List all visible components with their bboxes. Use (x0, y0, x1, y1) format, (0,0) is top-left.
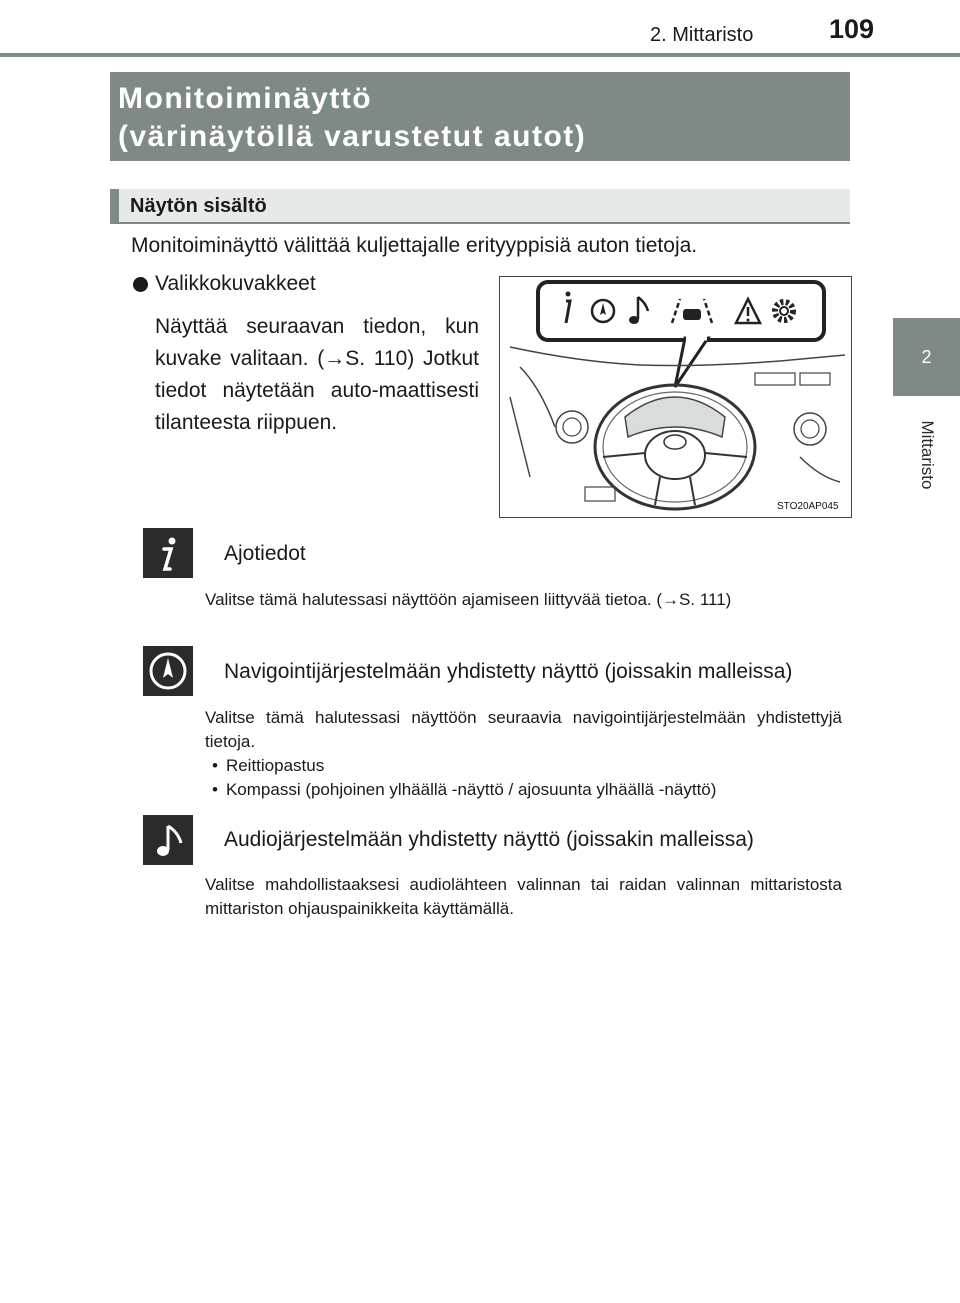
item-title: Navigointijärjestelmään yhdistetty näyttö (joissakin malleissa) (224, 660, 793, 683)
list-item: • Reittiopastus (212, 754, 716, 778)
section-header: 2. Mittaristo (650, 24, 754, 46)
chapter-tab: 2 (893, 318, 960, 396)
dashboard-illustration (499, 276, 852, 518)
bullet-heading: Valikkokuvakkeet (155, 272, 316, 295)
navigation-icon (143, 646, 193, 696)
page-title-line-1: Monitoiminäyttö (118, 82, 373, 115)
dashboard-drawing (500, 277, 851, 517)
item-title: Ajotiedot (224, 542, 306, 565)
item-description: Valitse mahdollistaaksesi audiolähteen valinnan tai raidan valinnan mittaristosta mittariston ohjauspainikkeita käyttämällä. (205, 875, 842, 918)
bullet-body: Näyttää seuraavan tiedon, kun kuvake valitaan. (→S. 110) Jotkut tiedot näytetään auto-maattisesti tilanteesta riippuen. (155, 315, 479, 434)
page-number: 109 (829, 14, 875, 44)
page-title-line-2: (värinäytöllä varustetut autot) (118, 120, 587, 153)
item-description: Valitse tämä halutessasi näyttöön ajamiseen liittyvää tietoa. (→S. 111) (205, 590, 732, 609)
page-title (118, 80, 586, 156)
bullet-dot (133, 277, 148, 292)
info-icon (143, 528, 193, 578)
intro-text: Monitoiminäyttö välittää kuljettajalle erityyppisiä auton tietoja. (131, 234, 698, 257)
header-rule (0, 53, 960, 57)
item-description: Valitse tämä halutessasi näyttöön seuraavia navigointijärjestelmään yhdistettyjä tietoja. (205, 708, 842, 751)
item-title: Audiojärjestelmään yhdistetty näyttö (joissakin malleissa) (224, 828, 754, 851)
illustration-code: STO20AP045 (777, 501, 839, 512)
subsection-title: Näytön sisältö (130, 195, 267, 217)
audio-note-icon (143, 815, 193, 865)
chapter-tab-label: Mittaristo (918, 420, 937, 490)
item-list (212, 754, 716, 802)
list-item: • Kompassi (pohjoinen ylhäällä -näyttö / ajosuunta ylhäällä -näyttö) (212, 778, 716, 802)
subsection-accent (110, 189, 119, 224)
